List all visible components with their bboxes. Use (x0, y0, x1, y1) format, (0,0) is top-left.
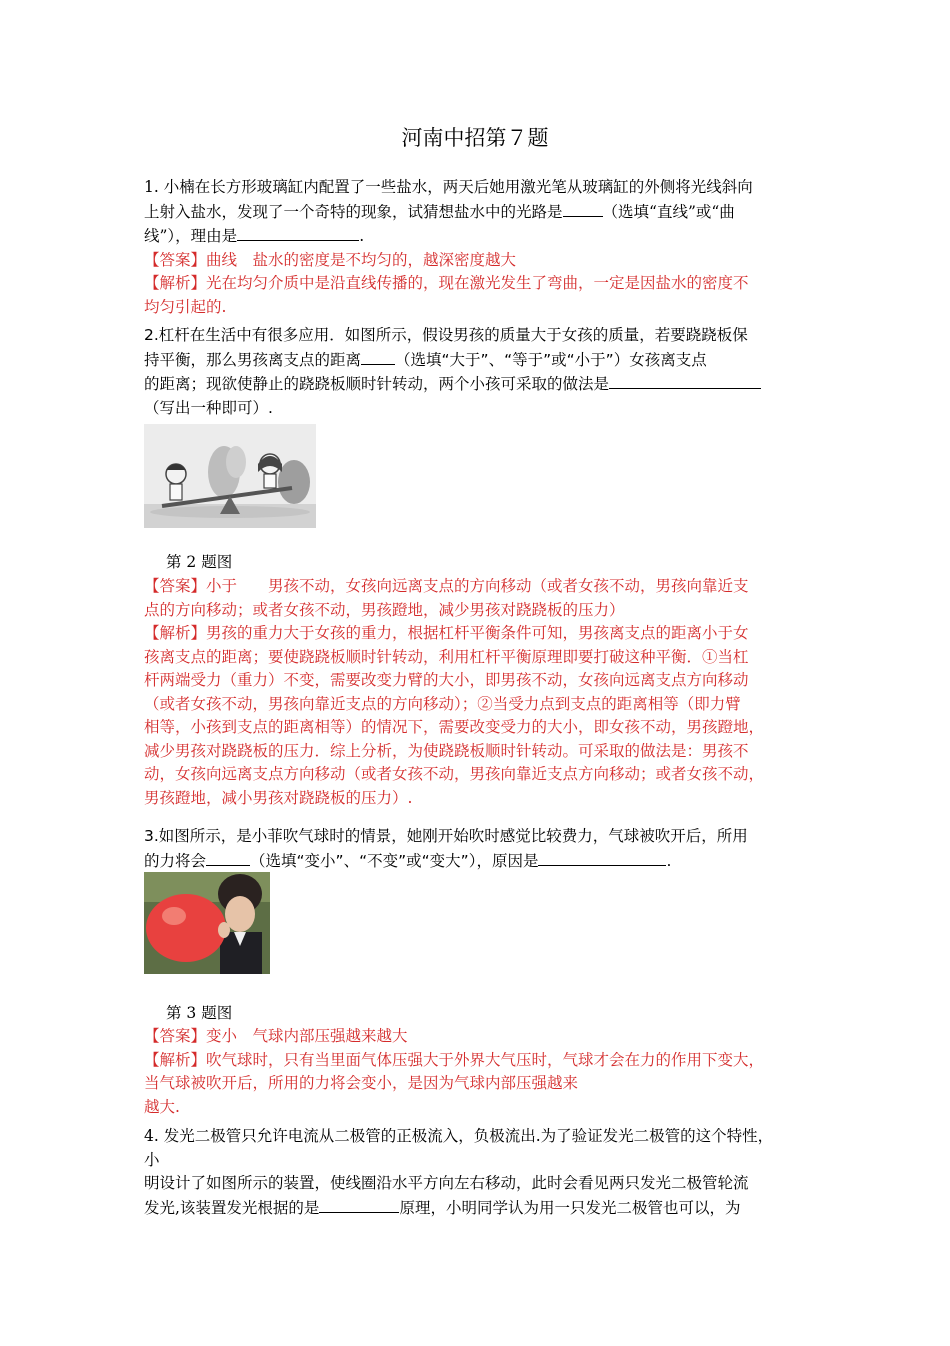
q3-blank-1 (206, 849, 250, 866)
q2-analysis-line-5: 相等，小孩到支点的距离相等）的情况下，需要改变受力的大小，即女孩不动，男孩蹬地， (144, 718, 765, 736)
q1-analysis-line-1: 【解析】光在均匀介质中是沿直线传播的，现在激光发生了弯曲，一定是因盐水的密度不 (144, 274, 749, 292)
q1-line-2: 上射入盐水，发现了一个奇特的现象，试猜想盐水中的光路是 （选填“直线”或“曲 (144, 200, 812, 225)
figure-3-caption: 第 3 题图 (166, 1004, 233, 1022)
q4-line-2: 小 (144, 1150, 160, 1169)
q1-answer: 【答案】曲线 盐水的密度是不均匀的，越深密度越大 (144, 250, 517, 269)
q4-line-1: 4. 发光二极管只允许电流从二极管的正极流入，负极流出.为了验证发光二极管的这个特性， (144, 1127, 774, 1145)
q1-line-3: 线”），理由是 . (144, 224, 812, 249)
q1-blank-1 (563, 200, 603, 217)
q2-analysis-line-2: 孩离支点的距离；要使跷跷板顺时针转动，利用杠杆平衡原理即要打破这种平衡．①当杠 (144, 647, 749, 666)
q2-answer-line-1: 【答案】小于 男孩不动，女孩向远离支点的方向移动（或者女孩不动，男孩向靠近支 (144, 577, 749, 595)
q2-analysis-line-1: 【解析】男孩的重力大于女孩的重力，根据杠杆平衡条件可知，男孩离支点的距离小于女 (144, 624, 749, 642)
q2-line-2: 持平衡，那么男孩离支点的距离 （选填“大于”、“等于”或“小于”）女孩离支点 (144, 348, 812, 373)
question-2-solution (144, 575, 812, 810)
q1-line-1: 1. 小楠在长方形玻璃缸内配置了一些盐水，两天后她用激光笔从玻璃缸的外侧将光线斜向 (144, 178, 753, 196)
q3-analysis-line-3: 越大. (144, 1097, 180, 1116)
seesaw-illustration (144, 424, 316, 528)
q2-analysis-line-7: 动，女孩向远离支点方向移动（或者女孩不动，男孩向靠近支点方向移动；或者女孩不动， (144, 765, 765, 783)
page-title: 河南中招第７题 (401, 126, 549, 150)
question-3 (144, 825, 812, 873)
q2-line-4: （写出一种即可）. (144, 398, 273, 417)
girl-blowing-balloon-illustration (144, 872, 270, 974)
question-1 (144, 176, 812, 319)
q2-analysis-line-4: （或者女孩不动，男孩向靠近支点的方向移动）；②当受力点到支点的距离相等（即力臂 (144, 694, 741, 713)
question-2 (144, 324, 812, 420)
q2-line-3: 的距离；现欲使静止的跷跷板顺时针转动，两个小孩可采取的做法是 (144, 372, 812, 397)
q2-analysis-line-6: 减少男孩对跷跷板的压力．综上分析，为使跷跷板顺时针转动。可采取的做法是：男孩不 (144, 741, 749, 760)
q2-blank-1 (361, 348, 395, 365)
q3-line-2: 的力将会 （选填“变小”、“不变”或“变大”），原因是 . (144, 849, 812, 874)
q2-line-1: 2.杠杆在生活中有很多应用．如图所示，假设男孩的质量大于女孩的质量，若要跷跷板保 (144, 326, 748, 344)
question-4 (144, 1125, 812, 1220)
q4-line-3: 明设计了如图所示的装置，使线圈沿水平方向左右移动，此时会看见两只发光二极管轮流 (144, 1174, 749, 1192)
q3-answer: 【答案】变小 气球内部压强越来越大 (144, 1027, 408, 1045)
q1-blank-2 (237, 224, 359, 241)
figure-2-caption: 第 2 题图 (166, 553, 233, 571)
question-3-solution (144, 1025, 812, 1119)
q3-line-1: 3.如图所示，是小菲吹气球时的情景，她刚开始吹时感觉比较费力，气球被吹开后，所用 (144, 827, 748, 845)
q4-blank-1 (319, 1196, 399, 1213)
q2-blank-2 (609, 372, 761, 389)
q2-answer-line-2: 点的方向移动；或者女孩不动，男孩蹬地，减少男孩对跷跷板的压力） (144, 600, 625, 619)
balloon-photo (144, 872, 270, 974)
q3-analysis-line-2: 当气球被吹开后，所用的力将会变小，是因为气球内部压强越来 (144, 1074, 579, 1092)
seesaw-figure (144, 424, 316, 528)
q2-analysis-line-3: 杆两端受力（重力）不变，需要改变力臂的大小，即男孩不动，女孩向远离支点方向移动 (144, 671, 749, 689)
q3-analysis-line-1: 【解析】吹气球时，只有当里面气体压强大于外界大气压时，气球才会在力的作用下变大， (144, 1050, 765, 1069)
q1-analysis-line-2: 均匀引起的. (144, 297, 227, 316)
q4-line-4: 发光,该装置发光根据的是 原理，小明同学认为用一只发光二极管也可以，为 (144, 1196, 812, 1221)
q3-blank-2 (538, 849, 666, 866)
q2-analysis-line-8: 男孩蹬地，减小男孩对跷跷板的压力）. (144, 788, 413, 807)
